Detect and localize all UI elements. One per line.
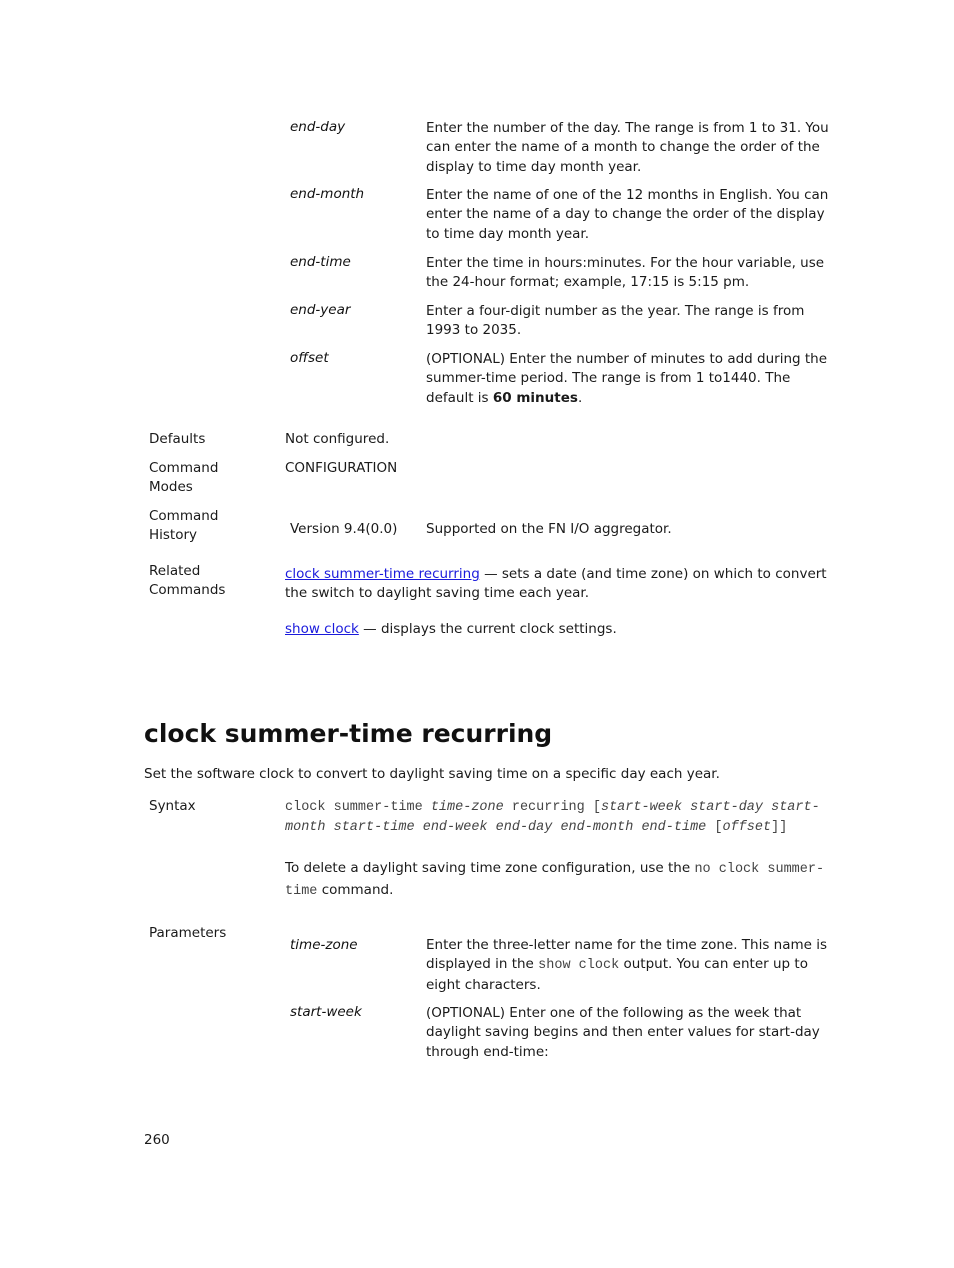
section-intro: Set the software clock to convert to daylight saving time on a specific day each year. [144,766,720,782]
param-name-time-zone: time-zone [290,937,358,953]
command-modes-value: CONFIGURATION [285,460,398,476]
related-item-2: show clock — displays the current clock settings. [285,621,617,637]
syntax-note: To delete a daylight saving time zone configuration, use the no clock summer-time command. [285,860,825,899]
param-name-end-year: end-year [290,302,351,318]
section-title: clock summer-time recurring [144,719,553,748]
param-desc-end-day: Enter the number of the day. The range is from 1 to 31. You can enter the name of a month to change the order of the display to time day month year. [426,120,829,175]
defaults-label: Defaults [149,431,206,447]
param-desc-end-time: Enter the time in hours:minutes. For the hour variable, use the 24-hour format; example, 17:15 is 5:15 pm. [426,255,825,291]
history-desc: Supported on the FN I/O aggregator. [426,521,672,537]
param-desc-end-month: Enter the name of one of the 12 months in English. You can enter the name of a day to change the order of the display to time day month year. [426,187,829,242]
syntax-label: Syntax [149,798,196,814]
param-desc-time-zone: Enter the three-letter name for the time zone. This name is displayed in the show clock output. You can enter up to eight characters. [426,937,828,993]
param-name-end-time: end-time [290,254,351,270]
command-history-label: Command History [149,508,219,544]
related-item-1: clock summer-time recurring — sets a date (and time zone) on which to convert the switch to daylight saving time each year. [285,566,827,602]
param-desc-offset: (OPTIONAL) Enter the number of minutes to add during the summer-time period. The range is from 1 to1440. The default is 60 minutes. [426,351,828,406]
link-clock-summer-time-recurring[interactable]: clock summer-time recurring [285,566,480,582]
link-show-clock[interactable]: show clock [285,621,359,637]
param-name-end-month: end-month [290,186,365,202]
syntax-command: clock summer-time time-zone recurring [start-week start-day start-month start-time end-week end-day end-month end-time [offset]] [285,800,820,836]
page-number: 260 [144,1132,170,1148]
defaults-value: Not configured. [285,431,390,447]
param-desc-end-year: Enter a four-digit number as the year. The range is from 1993 to 2035. [426,303,805,339]
related-commands-label: Related Commands [149,563,226,599]
param-name-offset: offset [290,350,329,366]
history-version: Version 9.4(0.0) [290,521,398,537]
parameters-label: Parameters [149,925,227,941]
param-name-start-week: start-week [290,1004,362,1020]
offset-default-value: 60 minutes [492,389,578,406]
command-modes-label: Command Modes [149,460,219,496]
param-desc-start-week: (OPTIONAL) Enter one of the following as the week that daylight saving begins and then enter values for start-day through end-time: [426,1005,820,1060]
param-name-end-day: end-day [290,119,346,135]
